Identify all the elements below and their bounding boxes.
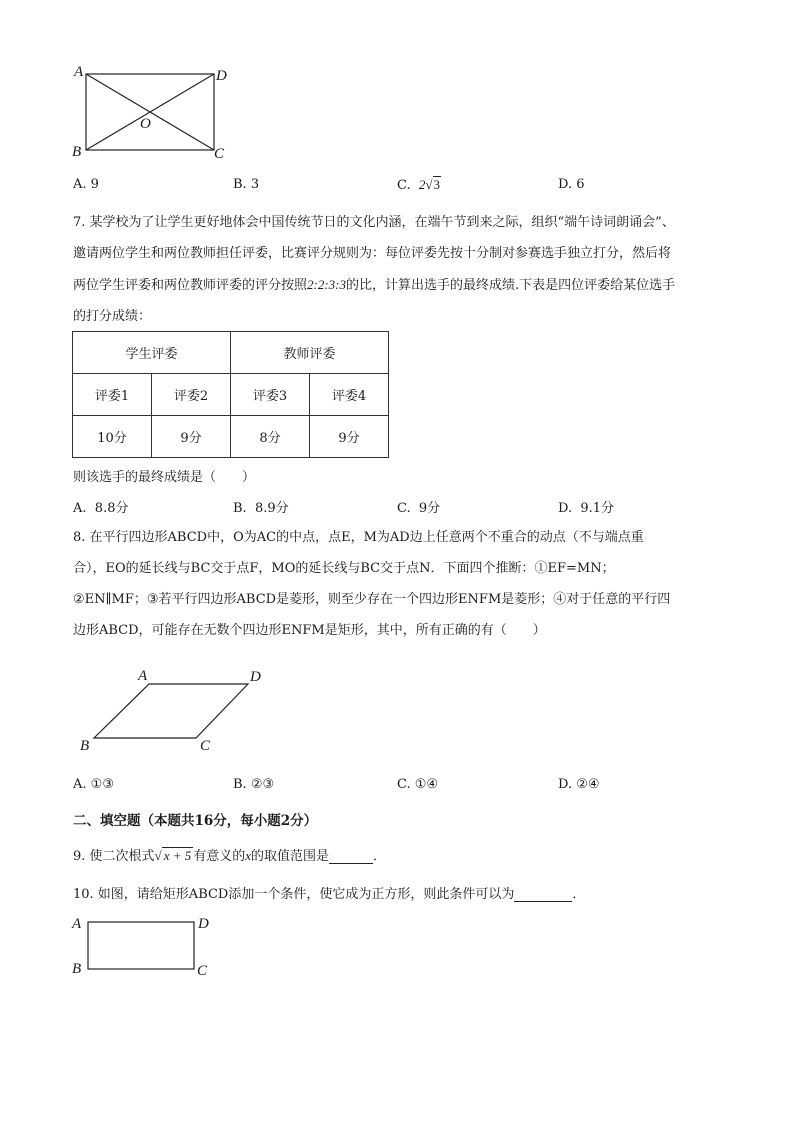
q8-line-2: 合），EO的延长线与BC交于点F，MO的延长线与BC交于点N．下面四个推断：①EF=MN； xyxy=(73,561,615,576)
q8-line-4: 边形ABCD，可能存在无数个四边形ENFM是矩形，其中，所有正确的有（ ） xyxy=(73,623,546,638)
q6-label-d: D xyxy=(216,68,227,84)
q7-option-d: D. 9.1分 xyxy=(558,501,615,516)
q7-option-b: B. 8.9分 xyxy=(233,501,289,516)
q7-question: 则该选手的最终成绩是（ ） xyxy=(73,470,256,485)
q6-option-c: C. 2√3 xyxy=(397,177,441,193)
q7-line-3: 两位学生评委和两位教师评委的评分按照2:2:3:3的比，计算出选手的最终成绩.下表是四位评委给某位选手 xyxy=(73,277,676,293)
q8-option-a: A. ①③ xyxy=(73,777,114,792)
q7-line-2: 邀请两位学生和两位教师担任评委，比赛评分规则为：每位评委先按十分制对参赛选手独立打分，然后将 xyxy=(73,246,672,261)
sqrt-symbol: √ x + 5 xyxy=(154,848,192,863)
q8-option-d: D. ②④ xyxy=(558,777,600,792)
q6-label-a: A xyxy=(74,64,84,80)
q10-label-a: A xyxy=(72,916,82,932)
q6-option-b: B. 3 xyxy=(233,177,260,192)
q6-label-c: C xyxy=(214,146,225,162)
q8-options xyxy=(73,777,723,797)
table-score-3: 8分 xyxy=(231,416,310,458)
q8-line-1: 8. 在平行四边形ABCD中，O为AC的中点，点E，M为AD边上任意两个不重合的动点（不与端点重 xyxy=(73,530,644,545)
q7-line-1: 7. 某学校为了让学生更好地体会中国传统节日的文化内涵，在端午节到来之际，组织“端午诗词朗诵会”、 xyxy=(73,215,675,230)
q6-rectangle-figure xyxy=(66,60,236,165)
table-judge-2: 评委2 xyxy=(152,374,231,416)
q10-label-c: C xyxy=(197,963,208,979)
q10-answer-blank[interactable] xyxy=(514,887,572,902)
q8-parallelogram-figure xyxy=(72,662,282,757)
q8-line-3: ②EN∥MF；③若平行四边形ABCD是菱形，则至少存在一个四边形ENFM是菱形；④对于任意的平行四 xyxy=(73,592,671,607)
q6-label-b: B xyxy=(72,144,82,160)
q10-label-d: D xyxy=(198,916,209,932)
q7-options xyxy=(73,497,723,517)
section-2-title: 二、填空题（本题共16分，每小题2分） xyxy=(73,813,318,829)
table-judge-4: 评委4 xyxy=(310,374,389,416)
q7-stem xyxy=(73,207,723,332)
q9-question: 9. 使二次根式√ x + 5 有意义的x的取值范围是 ． xyxy=(73,848,387,864)
q6-options xyxy=(73,177,723,197)
table-judge-3: 评委3 xyxy=(231,374,310,416)
q8-label-b: B xyxy=(80,738,90,754)
table-header-teachers: 教师评委 xyxy=(231,332,389,374)
q10-label-b: B xyxy=(72,961,82,977)
q8-label-c: C xyxy=(200,738,211,754)
q6-label-o: O xyxy=(140,116,151,132)
table-header-students: 学生评委 xyxy=(73,332,231,374)
table-score-2: 9分 xyxy=(152,416,231,458)
q8-option-c: C. ①④ xyxy=(397,777,439,792)
q9-answer-blank[interactable] xyxy=(329,849,373,864)
q7-line-4: 的打分成绩： xyxy=(73,309,152,324)
q10-rectangle-figure xyxy=(66,910,226,985)
q6-option-a: A. 9 xyxy=(73,177,99,192)
table-score-4: 9分 xyxy=(310,416,389,458)
q10-question: 10. 如图，请给矩形ABCD添加一个条件，使它成为正方形，则此条件可以为 ． xyxy=(73,887,586,902)
q7-option-a: A. 8.8分 xyxy=(73,501,129,516)
q7-option-c: C. 9分 xyxy=(397,501,441,516)
q8-parallelogram xyxy=(94,684,248,738)
q8-label-d: D xyxy=(250,669,261,685)
q8-option-b: B. ②③ xyxy=(233,777,275,792)
q8-label-a: A xyxy=(138,668,148,684)
q8-stem xyxy=(73,522,723,646)
table-score-1: 10分 xyxy=(73,416,152,458)
q7-score-table xyxy=(72,331,389,458)
q10-rectangle xyxy=(88,922,194,969)
sqrt-symbol: √3 xyxy=(425,177,441,192)
q6-option-d: D. 6 xyxy=(558,177,585,192)
table-judge-1: 评委1 xyxy=(73,374,152,416)
